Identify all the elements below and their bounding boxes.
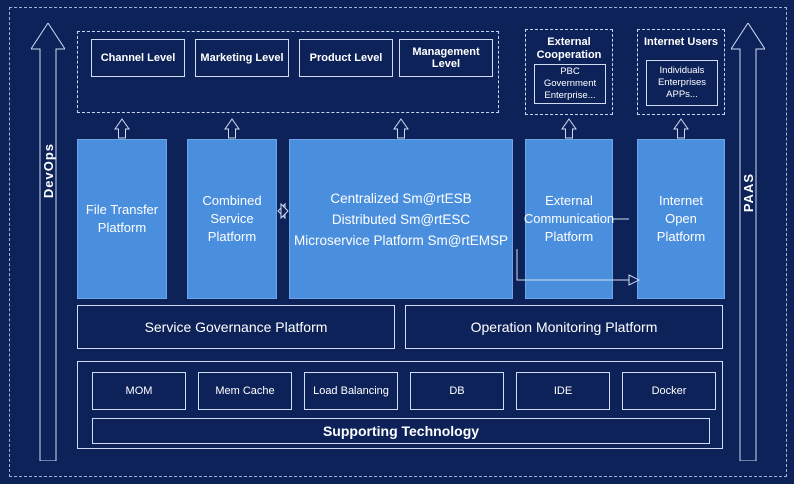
tech-box-mem-cache[interactable]	[198, 372, 292, 410]
platform-esb-line-2: Distributed Sm@rtESC	[331, 211, 471, 227]
platform-external-communication[interactable]	[525, 139, 613, 299]
supporting-technology-bar	[92, 418, 710, 444]
devops-label: DevOps	[40, 143, 56, 199]
level-label-product: Product Level	[309, 52, 383, 64]
level-box-product[interactable]	[299, 39, 393, 77]
internet-users-title	[638, 36, 724, 49]
paas-bar	[731, 23, 765, 461]
tech-label-mom: MOM	[125, 384, 153, 397]
level-box-marketing[interactable]	[195, 39, 289, 77]
platform-combined-service-label: Combined Service Platform	[202, 193, 262, 244]
tech-box-mom[interactable]	[92, 372, 186, 410]
tech-box-load-balancing[interactable]	[304, 372, 398, 410]
internet-users-group	[637, 29, 725, 115]
bar-operation-monitoring-label: Operation Monitoring Platform	[470, 319, 658, 335]
level-box-channel[interactable]	[91, 39, 185, 77]
bar-service-governance-label: Service Governance Platform	[144, 319, 328, 335]
platform-esb-esc-emsp[interactable]	[289, 139, 513, 299]
internet-users-item-label: Individuals Enterprises APPs...	[657, 65, 707, 100]
tech-label-ide: IDE	[553, 384, 573, 397]
level-label-channel: Channel Level	[100, 52, 176, 64]
platform-internet-open[interactable]	[637, 139, 725, 299]
platform-file-transfer[interactable]	[77, 139, 167, 299]
tech-label-docker: Docker	[651, 384, 687, 397]
devops-bar	[31, 23, 65, 461]
tech-label-db: DB	[449, 384, 465, 397]
platform-file-transfer-label: File Transfer Platform	[85, 202, 159, 235]
external-cooperation-title	[526, 36, 612, 62]
tech-label-mem-cache: Mem Cache	[215, 384, 275, 397]
platform-esb-line-1: Centralized Sm@rtESB	[330, 190, 472, 206]
tech-box-db[interactable]	[410, 372, 504, 410]
platform-internet-open-label: Internet Open Platform	[656, 193, 706, 244]
external-cooperation-title-text: External Cooperation	[536, 36, 602, 61]
internet-users-title-text: Internet Users	[644, 36, 718, 48]
level-box-management[interactable]	[399, 39, 493, 77]
tech-box-ide[interactable]	[516, 372, 610, 410]
level-label-marketing: Marketing Level	[200, 52, 284, 64]
supporting-technology-frame	[77, 361, 723, 449]
platform-combined-service[interactable]	[187, 139, 277, 299]
paas-label: PAAS	[740, 173, 756, 213]
bar-operation-monitoring[interactable]	[405, 305, 723, 349]
external-cooperation-group	[525, 29, 613, 115]
supporting-technology-label: Supporting Technology	[322, 423, 480, 439]
tech-label-load-balancing: Load Balancing	[313, 384, 389, 397]
platform-esb-line-3: Microservice Platform Sm@rtEMSP	[294, 232, 508, 248]
platform-external-communication-label: External Communication Platform	[523, 193, 615, 244]
internet-users-item[interactable]	[646, 60, 718, 106]
bar-service-governance[interactable]	[77, 305, 395, 349]
level-label-management: Management Level	[412, 46, 480, 70]
tech-box-docker[interactable]	[622, 372, 716, 410]
external-cooperation-item-label: PBC Government Enterprise...	[543, 66, 597, 101]
external-cooperation-item[interactable]	[534, 64, 606, 104]
